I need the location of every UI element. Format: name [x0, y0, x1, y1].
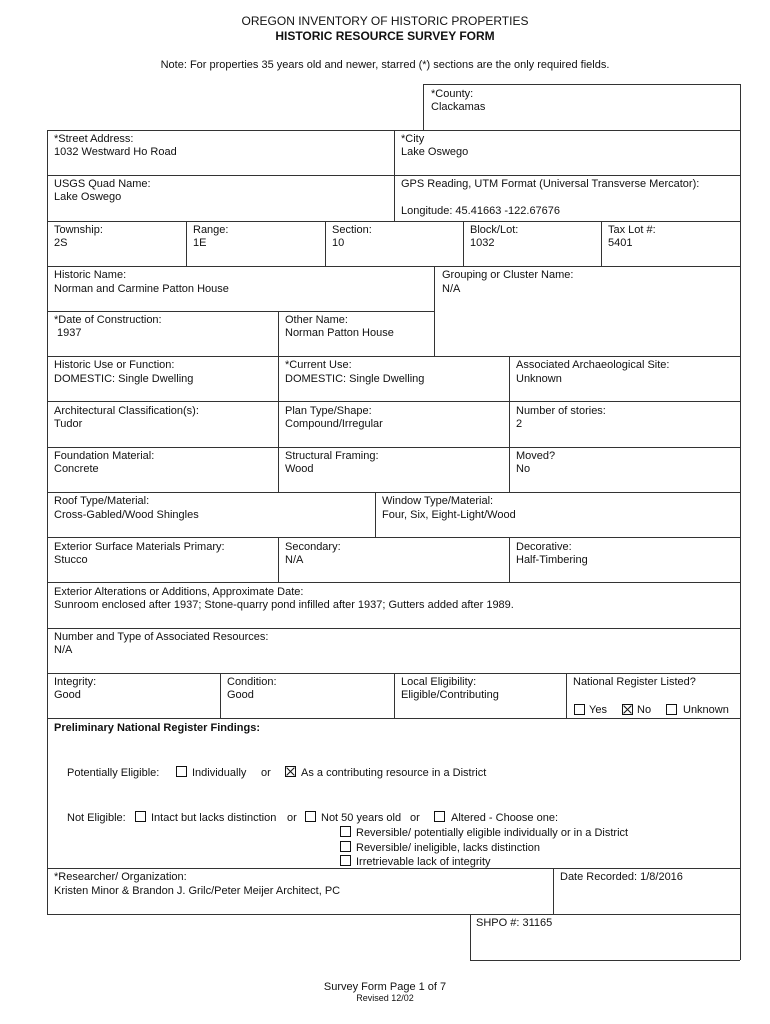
usgs-quad-label: USGS Quad Name:	[54, 178, 151, 190]
page-number: Survey Form Page 1 of 7	[323, 981, 447, 993]
rule	[47, 582, 740, 583]
rule	[47, 266, 740, 267]
secondary-label: Secondary:	[285, 541, 341, 553]
date-construction-label: *Date of Construction:	[54, 314, 162, 326]
shpo-number[interactable]: SHPO #: 31165	[476, 917, 553, 929]
rule	[47, 221, 740, 222]
contributing-label: As a contributing resource in a District	[301, 767, 487, 779]
reversible-ineligible-checkbox[interactable]	[340, 841, 351, 852]
rule	[47, 447, 740, 448]
intact-checkbox[interactable]	[135, 811, 146, 822]
or-label: or	[261, 767, 271, 779]
rule	[220, 673, 221, 718]
rule	[434, 266, 435, 356]
rule	[463, 221, 464, 266]
rule	[47, 718, 740, 719]
contributing-checkbox[interactable]	[285, 766, 296, 777]
nr-no-label: No	[637, 704, 652, 716]
grouping-value[interactable]: N/A	[442, 283, 461, 295]
form-subtitle: HISTORIC RESOURCE SURVEY FORM	[275, 29, 495, 43]
county-label: *County:	[431, 88, 474, 100]
city-value[interactable]: Lake Oswego	[401, 146, 469, 158]
altered-label: Altered - Choose one:	[451, 812, 559, 824]
rule	[186, 221, 187, 266]
rule	[470, 914, 471, 960]
alterations-value[interactable]: Sunroom enclosed after 1937; Stone-quarry pond infilled after 1937; Gutters added after 1989.	[54, 599, 514, 611]
irretrievable-checkbox[interactable]	[340, 855, 351, 866]
nr-listed-label: National Register Listed?	[573, 676, 696, 688]
rule	[509, 356, 510, 492]
plan-type-label: Plan Type/Shape:	[285, 405, 372, 417]
rule	[740, 84, 741, 960]
block-lot-value[interactable]: 1032	[470, 237, 495, 249]
other-name-value[interactable]: Norman Patton House	[285, 327, 394, 339]
nr-unknown-checkbox[interactable]	[666, 704, 677, 715]
exterior-primary-label: Exterior Surface Materials Primary:	[54, 541, 225, 553]
decorative-label: Decorative:	[516, 541, 572, 553]
rule	[509, 537, 510, 582]
date-recorded[interactable]: Date Recorded: 1/8/2016	[560, 871, 683, 883]
range-label: Range:	[193, 224, 229, 236]
structural-framing-value[interactable]: Wood	[285, 463, 314, 475]
township-value[interactable]: 2S	[54, 237, 68, 249]
roof-value[interactable]: Cross-Gabled/Wood Shingles	[54, 509, 199, 521]
nr-yes-label: Yes	[589, 704, 607, 716]
associated-resources-label: Number and Type of Associated Resources:	[54, 631, 269, 643]
plan-type-value[interactable]: Compound/Irregular	[285, 418, 383, 430]
date-construction-value[interactable]: 1937	[57, 327, 82, 339]
not50-checkbox[interactable]	[305, 811, 316, 822]
associated-resources-value[interactable]: N/A	[54, 644, 73, 656]
structural-framing-label: Structural Framing:	[285, 450, 379, 462]
revision: Revised 12/02	[356, 993, 414, 1003]
rule	[601, 221, 602, 266]
not50-label: Not 50 years old	[321, 812, 402, 824]
rule	[423, 84, 424, 130]
rule	[47, 914, 740, 915]
rule	[375, 492, 376, 537]
nr-no-checkbox[interactable]	[622, 704, 633, 715]
form-note: Note: For properties 35 years old and newer, starred (*) sections are the only required fields.	[160, 59, 610, 71]
historic-use-value[interactable]: DOMESTIC: Single Dwelling	[54, 373, 194, 385]
individually-checkbox[interactable]	[176, 766, 187, 777]
arch-classification-value[interactable]: Tudor	[54, 418, 83, 430]
grouping-label: Grouping or Cluster Name:	[442, 269, 574, 281]
rule	[47, 311, 434, 312]
stories-value[interactable]: 2	[516, 418, 523, 430]
local-eligibility-value[interactable]: Eligible/Contributing	[401, 689, 499, 701]
nr-unknown-label: Unknown	[683, 704, 729, 716]
historic-name-value[interactable]: Norman and Carmine Patton House	[54, 283, 229, 295]
archaeological-site-value[interactable]: Unknown	[516, 373, 562, 385]
rule	[47, 537, 740, 538]
arch-classification-label: Architectural Classification(s):	[54, 405, 199, 417]
tax-lot-value[interactable]: 5401	[608, 237, 633, 249]
window-value[interactable]: Four, Six, Eight-Light/Wood	[382, 509, 516, 521]
rule	[47, 356, 740, 357]
current-use-value[interactable]: DOMESTIC: Single Dwelling	[285, 373, 425, 385]
rule	[278, 537, 279, 582]
potentially-eligible-label: Potentially Eligible:	[67, 767, 160, 779]
individually-label: Individually	[192, 767, 247, 779]
nr-yes-checkbox[interactable]	[574, 704, 585, 715]
integrity-value[interactable]: Good	[54, 689, 81, 701]
rule	[47, 492, 740, 493]
condition-value[interactable]: Good	[227, 689, 254, 701]
researcher-value[interactable]: Kristen Minor & Brandon J. Grilc/Peter Meijer Architect, PC	[54, 885, 341, 897]
altered-checkbox[interactable]	[434, 811, 445, 822]
integrity-label: Integrity:	[54, 676, 97, 688]
archaeological-site-label: Associated Archaeological Site:	[516, 359, 670, 371]
foundation-value[interactable]: Concrete	[54, 463, 99, 475]
moved-label: Moved?	[516, 450, 556, 462]
reversible-potential-checkbox[interactable]	[340, 826, 351, 837]
rule	[325, 221, 326, 266]
county-value[interactable]: Clackamas	[431, 101, 486, 113]
rule	[394, 673, 395, 718]
roof-label: Roof Type/Material:	[54, 495, 150, 507]
moved-value[interactable]: No	[516, 463, 531, 475]
rule	[566, 673, 567, 718]
township-label: Township:	[54, 224, 103, 236]
secondary-value[interactable]: N/A	[285, 554, 304, 566]
range-value[interactable]: 1E	[193, 237, 207, 249]
rule	[47, 628, 740, 629]
irretrievable-label: Irretrievable lack of integrity	[356, 856, 491, 868]
not-eligible-label: Not Eligible:	[67, 812, 126, 824]
reversible-ineligible-label: Reversible/ ineligible, lacks distinction	[356, 842, 541, 854]
usgs-quad-value[interactable]: Lake Oswego	[54, 191, 122, 203]
window-label: Window Type/Material:	[382, 495, 494, 507]
section-label: Section:	[332, 224, 372, 236]
rule	[47, 130, 48, 915]
decorative-value[interactable]: Half-Timbering	[516, 554, 588, 566]
rule	[470, 960, 740, 961]
historic-name-label: Historic Name:	[54, 269, 127, 281]
foundation-label: Foundation Material:	[54, 450, 155, 462]
gps-value[interactable]: Longitude: 45.41663 -122.67676	[401, 205, 561, 217]
exterior-primary-value[interactable]: Stucco	[54, 554, 88, 566]
condition-label: Condition:	[227, 676, 277, 688]
rule	[47, 401, 740, 402]
rule	[423, 84, 740, 85]
section-value[interactable]: 10	[332, 237, 345, 249]
city-label: *City	[401, 133, 425, 145]
reversible-potential-label: Reversible/ potentially eligible individually or in a District	[356, 827, 629, 839]
or-label-3: or	[410, 812, 420, 824]
alterations-label: Exterior Alterations or Additions, Approximate Date:	[54, 586, 304, 598]
street-address-label: *Street Address:	[54, 133, 134, 145]
findings-heading: Preliminary National Register Findings:	[54, 722, 260, 734]
other-name-label: Other Name:	[285, 314, 348, 326]
historic-use-label: Historic Use or Function:	[54, 359, 175, 371]
street-address-value[interactable]: 1032 Westward Ho Road	[54, 146, 177, 158]
local-eligibility-label: Local Eligibility:	[401, 676, 477, 688]
form-title: OREGON INVENTORY OF HISTORIC PROPERTIES	[241, 14, 529, 28]
rule	[47, 175, 740, 176]
gps-label: GPS Reading, UTM Format (Universal Transverse Mercator):	[401, 178, 700, 190]
current-use-label: *Current Use:	[285, 359, 352, 371]
stories-label: Number of stories:	[516, 405, 606, 417]
tax-lot-label: Tax Lot #:	[608, 224, 656, 236]
rule	[553, 868, 554, 914]
intact-label: Intact but lacks distinction	[151, 812, 277, 824]
or-label-2: or	[287, 812, 297, 824]
block-lot-label: Block/Lot:	[470, 224, 519, 236]
researcher-label: *Researcher/ Organization:	[54, 871, 187, 883]
